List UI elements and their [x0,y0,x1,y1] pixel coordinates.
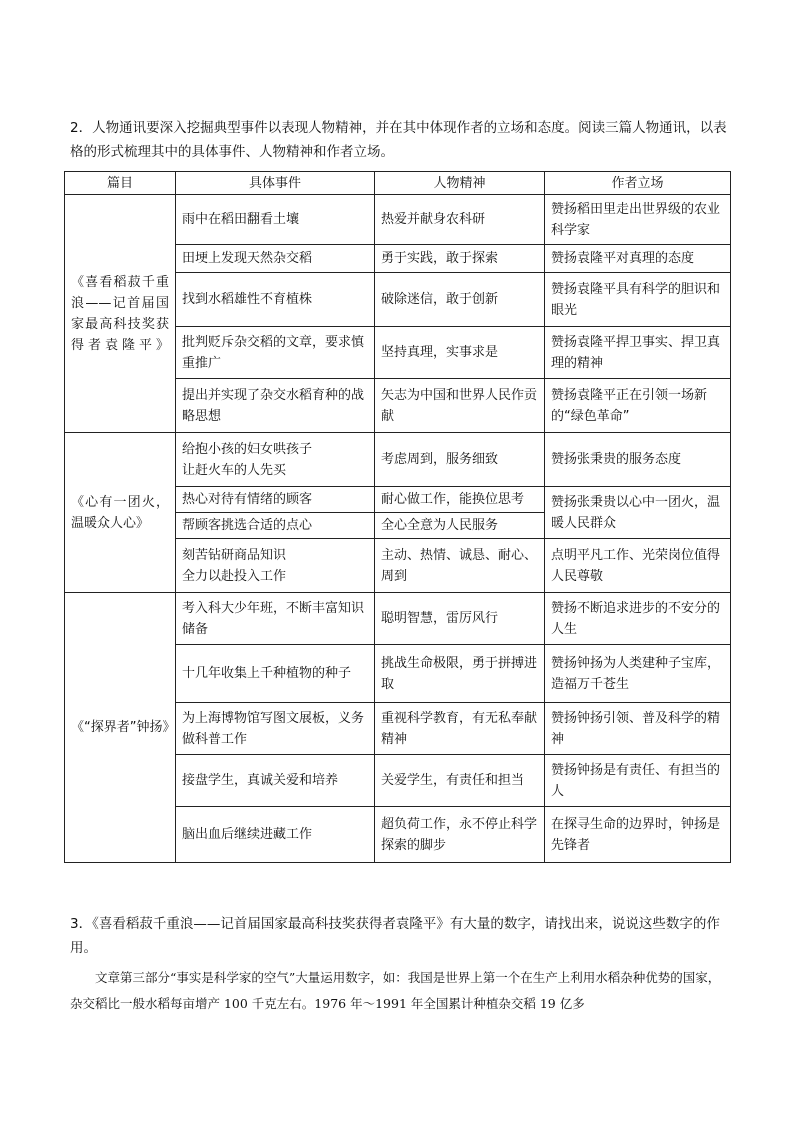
header-events: 具体事件 [176,172,375,195]
event-cell: 脑出血后继续进藏工作 [176,807,375,863]
spirit-cell: 考虑周到，服务细致 [375,433,545,487]
summary-table [64,171,731,863]
spirit-cell: 超负荷工作，永不停止科学探索的脚步 [375,807,545,863]
event-cell: 找到水稻雄性不育植株 [176,273,375,327]
table-header-row [65,172,731,195]
header-spirit: 人物精神 [375,172,545,195]
article-title-yuan: 《喜看稻菽千重浪——记首届国家最高科技奖获得者袁隆平》 [65,195,176,433]
spirit-cell: 坚持真理，实事求是 [375,327,545,379]
question-3: 3．《喜看稻菽千重浪——记首届国家最高科技奖获得者袁隆平》有大量的数字，请找出来，说说这些数字的作用。 [70,916,720,956]
event-cell: 刻苦钻研商品知识 全力以赴投入工作 [176,539,375,593]
spirit-cell: 破除迷信，敢于创新 [375,273,545,327]
spirit-cell: 矢志为中国和世界人民作贡献 [375,379,545,433]
event-cell: 批判贬斥杂交稻的文章，要求慎重推广 [176,327,375,379]
event-cell: 帮顾客挑选合适的点心 [176,513,375,539]
spirit-cell: 重视科学教育，有无私奉献精神 [375,703,545,755]
table-row [65,593,731,645]
stance-cell: 赞扬袁隆平具有科学的胆识和眼光 [545,273,731,327]
event-cell: 雨中在稻田翻看土壤 [176,195,375,245]
stance-cell: 赞扬张秉贵以心中一团火，温暖人民群众 [545,487,731,539]
event-cell: 给抱小孩的妇女哄孩子 让赶火车的人先买 [176,433,375,487]
spirit-cell: 耐心做工作，能换位思考 [375,487,545,513]
article-title-zhong: 《“探界者”钟扬》 [65,593,176,863]
stance-cell: 在探寻生命的边界时，钟扬是先锋者 [545,807,731,863]
spirit-cell: 主动、热情、诚恳、耐心、周到 [375,539,545,593]
event-cell: 田埂上发现天然杂交稻 [176,245,375,273]
stance-cell: 点明平凡工作、光荣岗位值得人民尊敬 [545,539,731,593]
event-cell: 十几年收集上千种植物的种子 [176,645,375,703]
header-stance: 作者立场 [545,172,731,195]
event-cell: 考入科大少年班，不断丰富知识储备 [176,593,375,645]
spirit-cell: 热爱并献身农科研 [375,195,545,245]
event-cell: 为上海博物馆写图文展板，义务做科普工作 [176,703,375,755]
table-row [65,195,731,245]
spirit-cell: 全心全意为人民服务 [375,513,545,539]
event-cell: 提出并实现了杂交水稻育种的战略思想 [176,379,375,433]
stance-cell: 赞扬钟扬引领、普及科学的精神 [545,703,731,755]
stance-cell: 赞扬钟扬为人类建种子宝库，造福万千苍生 [545,645,731,703]
stance-cell: 赞扬张秉贵的服务态度 [545,433,731,487]
header-title: 篇目 [65,172,176,195]
table-row [65,433,731,487]
spirit-cell: 聪明智慧，雷厉风行 [375,593,545,645]
spirit-cell: 关爱学生，有责任和担当 [375,755,545,807]
stance-cell: 赞扬不断追求进步的不安分的人生 [545,593,731,645]
stance-cell: 赞扬袁隆平对真理的态度 [545,245,731,273]
event-cell: 接盘学生，真诚关爱和培养 [176,755,375,807]
stance-cell: 赞扬袁隆平正在引领一场新的“绿色革命” [545,379,731,433]
answer-3: 文章第三部分“事实是科学家的空气”大量运用数字，如：我国是世界上第一个在生产上利用水稻杂种优势的国家，杂交稻比一般水稻每亩增产 100 千克左右。1976 年～1991 年全国累计种植杂交稻 19 亿多 [70,970,721,1011]
spirit-cell: 勇于实践，敢于探索 [375,245,545,273]
spirit-cell: 挑战生命极限，勇于拼搏进取 [375,645,545,703]
question-2: 2．人物通讯要深入挖掘典型事件以表现人物精神，并在其中体现作者的立场和态度。阅读三篇人物通讯，以表格的形式梳理其中的具体事件、人物精神和作者立场。 [70,120,727,160]
event-cell: 热心对待有情绪的顾客 [176,487,375,513]
stance-cell: 赞扬袁隆平捍卫事实、捍卫真理的精神 [545,327,731,379]
article-title-zhang: 《心有一团火，温暖众人心》 [65,433,176,593]
stance-cell: 赞扬稻田里走出世界级的农业科学家 [545,195,731,245]
stance-cell: 赞扬钟扬是有责任、有担当的人 [545,755,731,807]
